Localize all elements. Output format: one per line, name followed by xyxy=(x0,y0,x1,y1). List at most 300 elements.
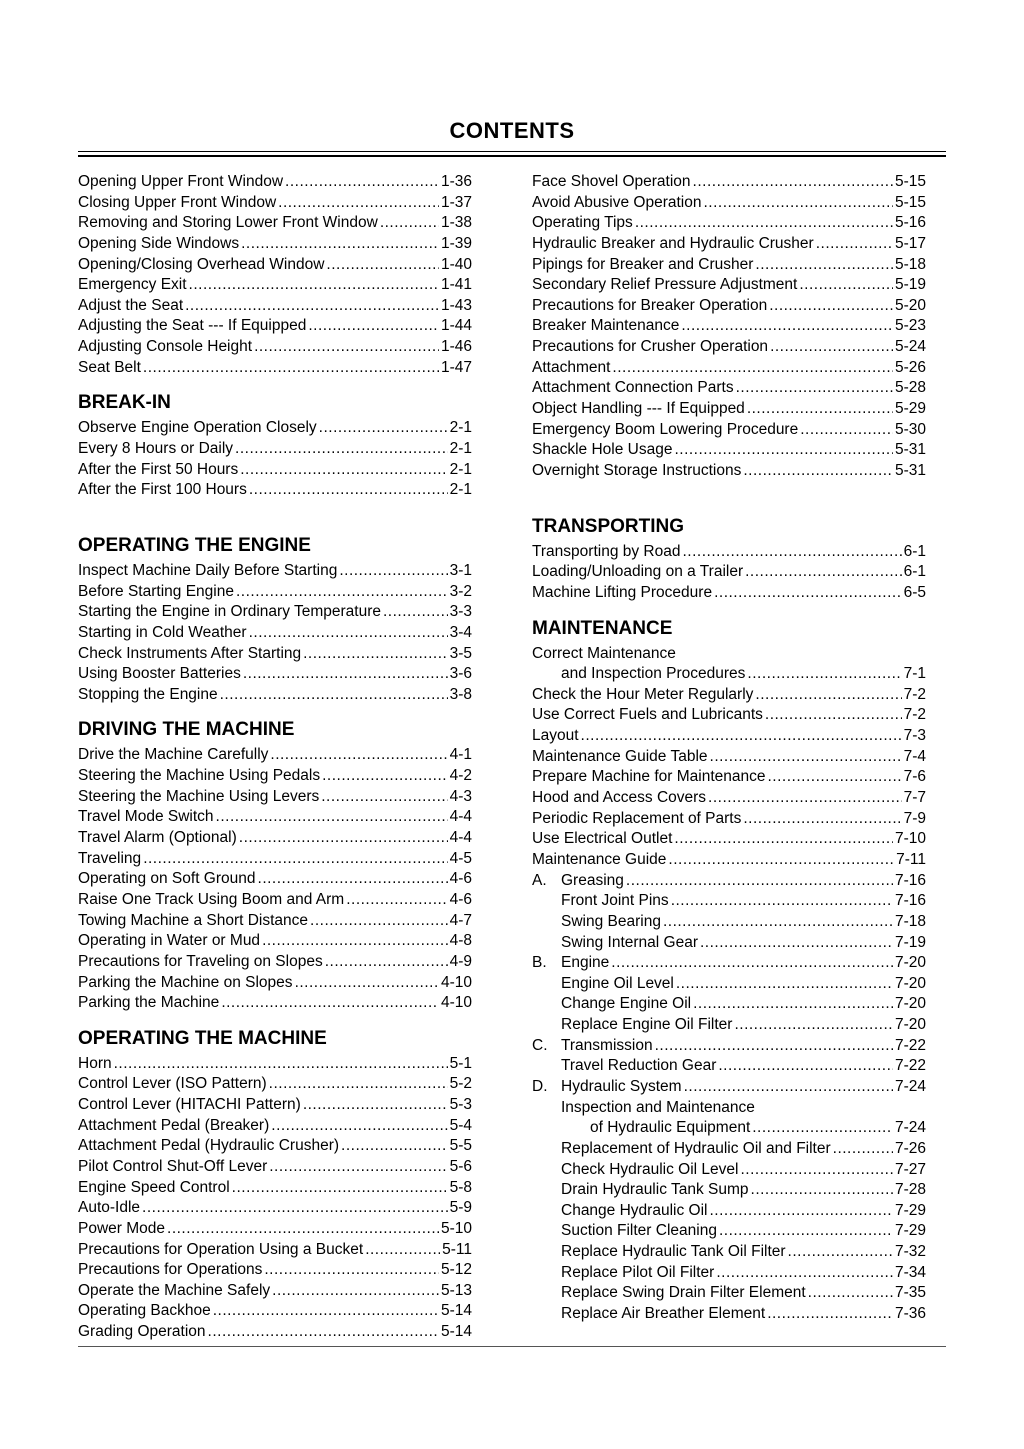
toc-entry[interactable] xyxy=(532,461,926,482)
toc-entry[interactable] xyxy=(532,1139,926,1160)
entry-label-group xyxy=(78,869,256,890)
toc-entry[interactable] xyxy=(78,1136,472,1157)
entry-page-number: 5-12 xyxy=(440,1261,472,1279)
entry-label-group xyxy=(78,1260,262,1281)
entry-label: Every 8 Hours or Daily xyxy=(78,440,234,458)
dot-leader xyxy=(718,1056,893,1077)
entry-page-number: 7-2 xyxy=(903,685,926,703)
entry-label-group xyxy=(532,726,579,747)
dot-leader xyxy=(752,1118,893,1139)
toc-entry[interactable] xyxy=(78,993,472,1014)
entry-page-number: 3-8 xyxy=(449,685,472,703)
toc-section xyxy=(78,387,472,501)
dot-leader xyxy=(167,1219,439,1240)
entry-prefix: C. xyxy=(532,1036,548,1054)
entry-label-group xyxy=(561,974,674,995)
toc-entry[interactable] xyxy=(78,1157,472,1178)
entry-label: Parking the Machine xyxy=(78,994,220,1012)
entry-page-number: 2-1 xyxy=(449,481,472,499)
dot-leader xyxy=(243,664,448,685)
dot-leader xyxy=(788,1242,893,1263)
entry-page-number: 3-3 xyxy=(449,603,472,621)
entry-label-group xyxy=(561,1056,716,1077)
dot-leader xyxy=(770,337,893,358)
entry-page-number: 1-41 xyxy=(440,276,472,294)
entry-label: Pipings for Breaker and Crusher xyxy=(532,255,754,273)
dot-leader xyxy=(270,745,447,766)
toc-entry[interactable] xyxy=(532,912,926,933)
toc-entry[interactable] xyxy=(78,644,472,665)
toc-entry[interactable] xyxy=(532,583,926,604)
entry-label-group xyxy=(561,1242,786,1263)
toc-entry[interactable] xyxy=(78,787,472,808)
entry-page-number: 1-36 xyxy=(440,173,472,190)
entry-label: Replace Pilot Oil Filter xyxy=(561,1263,715,1281)
entry-page-number: 7-35 xyxy=(894,1284,926,1302)
entry-label: Closing Upper Front Window xyxy=(78,193,277,211)
dot-leader xyxy=(249,623,448,644)
toc-entry[interactable] xyxy=(532,378,926,399)
entry-label-group xyxy=(78,460,238,481)
toc-entry[interactable] xyxy=(78,1322,472,1343)
entry-label: Opening Upper Front Window xyxy=(78,173,284,190)
toc-entry[interactable] xyxy=(532,1118,926,1139)
entry-label: Hood and Access Covers xyxy=(532,789,707,807)
entry-label: Auto-Idle xyxy=(78,1199,141,1217)
entry-label: Breaker Maintenance xyxy=(532,317,680,335)
entry-page-number: 3-2 xyxy=(449,582,472,600)
entry-page-number: 5-18 xyxy=(894,255,926,273)
entry-label-group xyxy=(561,994,691,1015)
dot-leader xyxy=(674,829,893,850)
entry-label-group xyxy=(561,1015,732,1036)
toc-entry[interactable] xyxy=(78,234,472,255)
entry-label-group xyxy=(532,644,676,665)
entry-label: Inspection and Maintenance xyxy=(561,1098,755,1116)
entry-label: Check Instruments After Starting xyxy=(78,644,302,662)
toc-entry[interactable] xyxy=(532,1160,926,1181)
toc-entry[interactable] xyxy=(78,296,472,317)
toc-entry[interactable] xyxy=(78,1178,472,1199)
entry-label-group xyxy=(532,296,767,317)
entry-label: Replacement of Hydraulic Oil and Filter xyxy=(561,1139,831,1157)
toc-entry[interactable] xyxy=(78,213,472,234)
entry-page-number: 5-11 xyxy=(442,1240,472,1258)
entry-label: Engine Speed Control xyxy=(78,1178,230,1196)
entry-label-group xyxy=(78,275,187,296)
toc-entry[interactable] xyxy=(532,1201,926,1222)
toc-entry[interactable] xyxy=(78,275,472,296)
entry-label-group xyxy=(532,850,666,871)
entry-label: Pilot Control Shut-Off Lever xyxy=(78,1157,268,1175)
entry-label: Swing Internal Gear xyxy=(561,933,698,951)
dot-leader xyxy=(143,358,439,379)
dot-leader xyxy=(142,1198,448,1219)
dot-leader xyxy=(383,602,448,623)
dot-leader xyxy=(740,1160,893,1181)
toc-entry[interactable] xyxy=(532,664,926,685)
toc-entry[interactable] xyxy=(78,1198,472,1219)
toc-entry[interactable] xyxy=(532,850,926,871)
entry-label: Precautions for Operation Using a Bucket xyxy=(78,1240,364,1258)
toc-entry[interactable] xyxy=(532,172,926,193)
entry-page-number: 7-4 xyxy=(903,747,926,765)
entry-label: Hydraulic Breaker and Hydraulic Crusher xyxy=(532,234,814,252)
toc-entry[interactable] xyxy=(78,623,472,644)
entry-label-group xyxy=(532,213,633,234)
entry-label: Steering the Machine Using Levers xyxy=(78,787,320,805)
entry-page-number: 5-28 xyxy=(894,379,926,397)
entry-label-group xyxy=(561,1098,755,1119)
entry-page-number: 4-3 xyxy=(449,787,472,805)
toc-entry[interactable] xyxy=(78,1301,472,1322)
toc-entry[interactable] xyxy=(532,1304,926,1325)
toc-entry[interactable] xyxy=(78,316,472,337)
toc-entry[interactable] xyxy=(532,1221,926,1242)
entry-label: Avoid Abusive Operation xyxy=(532,193,702,211)
toc-entry[interactable] xyxy=(532,933,926,954)
dot-leader xyxy=(365,1240,440,1261)
toc-entry[interactable] xyxy=(78,439,472,460)
entry-label-group xyxy=(78,1178,230,1199)
toc-entry[interactable] xyxy=(532,891,926,912)
entry-page-number: 1-43 xyxy=(440,296,472,314)
toc-entry[interactable] xyxy=(78,460,472,481)
toc-entry[interactable] xyxy=(78,172,472,193)
toc-entry[interactable] xyxy=(532,1036,926,1057)
toc-entry[interactable] xyxy=(78,952,472,973)
entry-label-group xyxy=(78,973,293,994)
entry-label: Suction Filter Cleaning xyxy=(561,1222,717,1240)
toc-entry[interactable] xyxy=(78,1116,472,1137)
entry-label: Starting the Engine in Ordinary Temperature xyxy=(78,603,381,621)
entry-label: Replace Hydraulic Tank Oil Filter xyxy=(561,1243,786,1261)
entry-page-number: 7-10 xyxy=(894,830,926,848)
toc-entry[interactable] xyxy=(78,973,472,994)
entry-label-group xyxy=(532,562,743,583)
toc-entry[interactable] xyxy=(532,562,926,583)
entry-label: Shackle Hole Usage xyxy=(532,441,673,459)
dot-leader xyxy=(310,911,448,932)
toc-entry[interactable] xyxy=(78,685,472,706)
toc-entry[interactable] xyxy=(532,1242,926,1263)
dot-leader xyxy=(800,420,893,441)
toc-entry[interactable] xyxy=(532,296,926,317)
entry-page-number: 7-24 xyxy=(894,1077,926,1095)
entry-label-group xyxy=(78,952,323,973)
entry-page-number: 2-1 xyxy=(449,460,472,478)
toc-entry[interactable] xyxy=(78,1240,472,1261)
dot-leader xyxy=(736,378,893,399)
entry-page-number: 7-20 xyxy=(894,974,926,992)
entry-label: Travel Mode Switch xyxy=(78,808,214,826)
dot-leader xyxy=(769,296,893,317)
toc-entry[interactable] xyxy=(78,745,472,766)
toc-entry[interactable] xyxy=(78,480,472,501)
entry-label-group xyxy=(78,807,214,828)
dot-leader xyxy=(220,685,448,706)
entry-label-group xyxy=(78,439,233,460)
toc-entry[interactable] xyxy=(78,1054,472,1075)
entry-page-number: 1-47 xyxy=(440,358,472,376)
toc-entry[interactable] xyxy=(532,685,926,706)
toc-entry[interactable] xyxy=(78,807,472,828)
entry-label-group xyxy=(78,745,268,766)
entry-label: Adjust the Seat xyxy=(78,296,184,314)
entry-label-group xyxy=(532,172,691,193)
entry-page-number: 7-34 xyxy=(894,1263,926,1281)
dot-leader xyxy=(684,1077,893,1098)
dot-leader xyxy=(799,275,893,296)
dot-leader xyxy=(236,582,448,603)
entry-label: Parking the Machine on Slopes xyxy=(78,973,293,991)
entry-page-number: 7-27 xyxy=(894,1160,926,1178)
toc-entry[interactable] xyxy=(532,193,926,214)
toc-entry[interactable] xyxy=(532,953,926,974)
entry-label: Seat Belt xyxy=(78,358,141,376)
entry-label: Adjusting the Seat --- If Equipped xyxy=(78,317,307,335)
entry-label-group xyxy=(532,829,672,850)
entry-label-group xyxy=(561,1201,707,1222)
entry-page-number: 7-18 xyxy=(894,912,926,930)
entry-label: Operating Backhoe xyxy=(78,1302,211,1320)
toc-entry[interactable] xyxy=(78,255,472,276)
dot-leader xyxy=(716,1263,893,1284)
dot-leader xyxy=(700,933,893,954)
entry-label-group xyxy=(561,1221,717,1242)
toc-entry[interactable] xyxy=(78,582,472,603)
entry-page-number: 5-15 xyxy=(894,193,926,211)
dot-leader xyxy=(285,172,439,193)
toc-entry[interactable] xyxy=(532,809,926,830)
toc-entry[interactable] xyxy=(532,337,926,358)
entry-label-group xyxy=(532,337,768,358)
toc-entry[interactable] xyxy=(78,337,472,358)
entry-label: Object Handling --- If Equipped xyxy=(532,400,745,418)
toc-entry[interactable] xyxy=(78,193,472,214)
entry-label: Attachment Pedal (Breaker) xyxy=(78,1116,270,1134)
entry-page-number: 1-39 xyxy=(440,234,472,252)
entry-label-group xyxy=(78,1198,140,1219)
dot-leader xyxy=(626,871,893,892)
entry-prefix: D. xyxy=(532,1077,548,1095)
entry-label: Correct Maintenance xyxy=(532,644,676,662)
entry-label-group xyxy=(561,1180,749,1201)
dot-leader xyxy=(254,337,439,358)
dot-leader xyxy=(833,1139,893,1160)
section-heading: DRIVING THE MACHINE xyxy=(78,719,295,741)
entry-label-group xyxy=(532,378,734,399)
toc-entry[interactable] xyxy=(532,994,926,1015)
entry-label-group xyxy=(532,255,753,276)
entry-label: Change Engine Oil xyxy=(561,995,692,1013)
dot-leader xyxy=(693,172,893,193)
toc-entry[interactable] xyxy=(532,644,926,665)
toc-entry[interactable] xyxy=(532,871,926,892)
toc-entry[interactable] xyxy=(78,1219,472,1240)
entry-prefix: B. xyxy=(532,954,547,972)
toc-entry[interactable] xyxy=(532,974,926,995)
entry-label-group xyxy=(532,871,624,892)
entry-page-number: 7-19 xyxy=(894,933,926,951)
entry-page-number: 4-7 xyxy=(449,911,472,929)
entry-label-group xyxy=(78,255,324,276)
toc-entry[interactable] xyxy=(78,418,472,439)
entry-page-number: 7-16 xyxy=(894,892,926,910)
toc-entry[interactable] xyxy=(532,1098,926,1119)
entry-label-group xyxy=(78,1322,206,1343)
toc-entry[interactable] xyxy=(532,399,926,420)
toc-entry[interactable] xyxy=(78,1074,472,1095)
entry-label: Inspect Machine Daily Before Starting xyxy=(78,561,338,579)
dot-leader xyxy=(719,1221,893,1242)
toc-entry[interactable] xyxy=(78,561,472,582)
title-rule-thin xyxy=(78,151,946,152)
toc-entry[interactable] xyxy=(532,440,926,461)
entry-page-number: 5-24 xyxy=(894,338,926,356)
entry-label-group xyxy=(532,193,701,214)
entry-page-number: 4-1 xyxy=(449,746,472,764)
entry-label: Transmission xyxy=(561,1036,653,1054)
section-spacer xyxy=(532,482,926,502)
entry-page-number: 7-7 xyxy=(903,789,926,807)
toc-section xyxy=(532,482,926,604)
toc-entry[interactable] xyxy=(78,1260,472,1281)
toc-entry[interactable] xyxy=(532,1263,926,1284)
entry-page-number: 7-16 xyxy=(894,871,926,889)
entry-label: Secondary Relief Pressure Adjustment xyxy=(532,276,798,294)
toc-entry[interactable] xyxy=(532,275,926,296)
toc-entry[interactable] xyxy=(532,1056,926,1077)
dot-leader xyxy=(295,973,439,994)
dot-leader xyxy=(278,193,439,214)
entry-page-number: 5-29 xyxy=(894,400,926,418)
entry-label-group xyxy=(532,705,763,726)
entry-page-number: 7-1 xyxy=(903,665,926,683)
toc-entry[interactable] xyxy=(78,849,472,870)
entry-page-number: 7-22 xyxy=(894,1036,926,1054)
dot-leader xyxy=(708,788,902,809)
entry-page-number: 4-9 xyxy=(449,952,472,970)
entry-label-group xyxy=(561,1263,714,1284)
section-heading: TRANSPORTING xyxy=(532,515,684,537)
toc-entry[interactable] xyxy=(532,829,926,850)
entry-page-number: 3-1 xyxy=(449,561,472,579)
toc-entry[interactable] xyxy=(532,255,926,276)
toc-entry[interactable] xyxy=(78,766,472,787)
entry-label: Swing Bearing xyxy=(561,912,661,930)
entry-label: Overnight Storage Instructions xyxy=(532,461,742,479)
entry-label-group xyxy=(78,623,247,644)
toc-entry[interactable] xyxy=(532,1283,926,1304)
dot-leader xyxy=(635,213,893,234)
toc-entry[interactable] xyxy=(532,726,926,747)
dot-leader xyxy=(671,891,893,912)
entry-page-number: 6-1 xyxy=(903,542,926,560)
toc-entry[interactable] xyxy=(78,1281,472,1302)
dot-leader xyxy=(346,890,447,911)
entry-label: Face Shovel Operation xyxy=(532,173,691,190)
dot-leader xyxy=(655,1036,893,1057)
toc-entry[interactable] xyxy=(532,420,926,441)
dot-leader xyxy=(747,664,901,685)
toc-entry[interactable] xyxy=(532,316,926,337)
entry-page-number: 7-29 xyxy=(894,1201,926,1219)
entry-label-group xyxy=(532,440,672,461)
toc-entry[interactable] xyxy=(78,1095,472,1116)
dot-leader xyxy=(232,1178,448,1199)
entry-label: Precautions for Traveling on Slopes xyxy=(78,952,323,970)
entry-label: Attachment Pedal (Hydraulic Crusher) xyxy=(78,1137,340,1155)
toc-section xyxy=(78,714,472,1013)
entry-label: Greasing xyxy=(561,871,624,889)
toc-entry[interactable] xyxy=(532,213,926,234)
entry-page-number: 7-20 xyxy=(894,995,926,1013)
entry-label: Replace Engine Oil Filter xyxy=(561,1016,733,1034)
toc-entry[interactable] xyxy=(532,747,926,768)
entry-page-number: 5-16 xyxy=(894,214,926,232)
toc-entry[interactable] xyxy=(78,664,472,685)
toc-entry[interactable] xyxy=(78,602,472,623)
toc-section xyxy=(532,172,926,482)
entry-page-number: 2-1 xyxy=(449,419,472,437)
entry-page-number: 5-10 xyxy=(440,1219,472,1237)
entry-label-group xyxy=(561,1304,765,1325)
dot-leader xyxy=(755,685,901,706)
entry-page-number: 7-6 xyxy=(903,768,926,786)
toc-entry[interactable] xyxy=(532,1180,926,1201)
entry-label: Attachment Connection Parts xyxy=(532,379,734,397)
dot-leader xyxy=(743,809,901,830)
toc-entry[interactable] xyxy=(78,869,472,890)
entry-label-group xyxy=(78,1219,165,1240)
toc-entry[interactable] xyxy=(532,1015,926,1036)
dot-leader xyxy=(240,460,447,481)
toc-entry[interactable] xyxy=(532,788,926,809)
toc-entry[interactable] xyxy=(532,1077,926,1098)
toc-entry[interactable] xyxy=(532,358,926,379)
toc-entry[interactable] xyxy=(78,931,472,952)
toc-entry[interactable] xyxy=(532,705,926,726)
dot-leader xyxy=(668,850,894,871)
toc-entry[interactable] xyxy=(78,911,472,932)
entry-label-group xyxy=(78,1095,301,1116)
toc-entry[interactable] xyxy=(78,890,472,911)
entry-label-group xyxy=(78,1301,211,1322)
dot-leader xyxy=(743,461,893,482)
entry-label-group xyxy=(78,911,308,932)
entry-page-number: 6-1 xyxy=(903,563,926,581)
entry-page-number: 7-20 xyxy=(894,1016,926,1034)
entry-label-group xyxy=(78,890,344,911)
entry-label: Periodic Replacement of Parts xyxy=(532,809,742,827)
toc-entry[interactable] xyxy=(78,828,472,849)
toc-entry[interactable] xyxy=(532,234,926,255)
dot-leader xyxy=(663,912,893,933)
entry-label: Operating in Water or Mud xyxy=(78,932,261,950)
entry-page-number: 7-24 xyxy=(894,1119,926,1137)
toc-entry[interactable] xyxy=(78,358,472,379)
entry-page-number: 5-30 xyxy=(894,420,926,438)
entry-label-group xyxy=(78,316,306,337)
entry-label: Operating on Soft Ground xyxy=(78,870,256,888)
entry-label: After the First 50 Hours xyxy=(78,460,239,478)
toc-entry[interactable] xyxy=(532,542,926,563)
entry-label: Emergency Boom Lowering Procedure xyxy=(532,420,799,438)
toc-entry[interactable] xyxy=(532,767,926,788)
entry-label: Using Booster Batteries xyxy=(78,665,241,683)
entry-label-group xyxy=(78,213,378,234)
